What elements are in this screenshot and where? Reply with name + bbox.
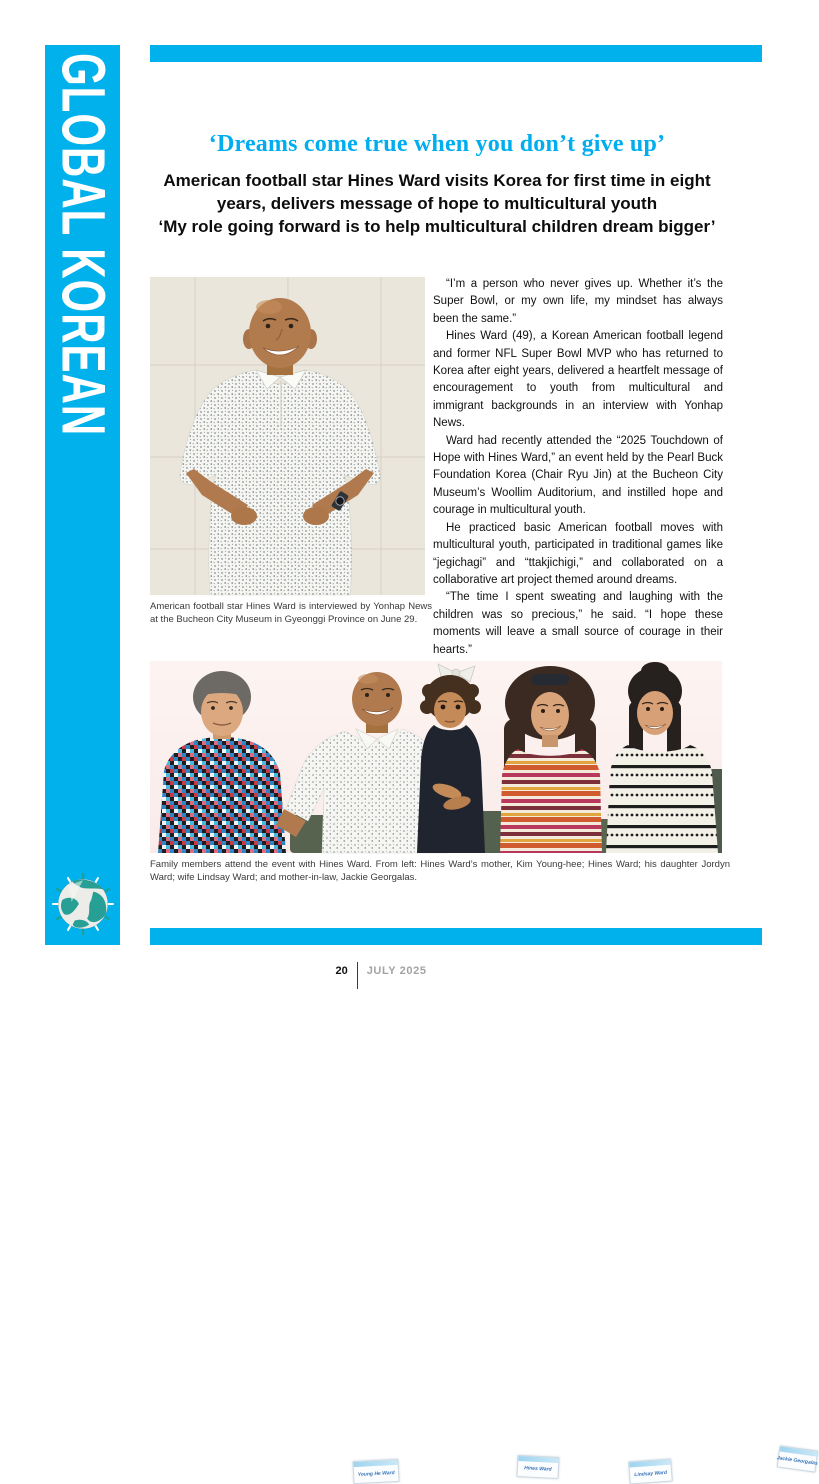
- figure-lindsay-ward: [500, 666, 602, 853]
- article-body: [433, 276, 723, 659]
- page-footer: [0, 962, 762, 989]
- section-title-vertical: GLOBAL KOREAN: [49, 53, 118, 437]
- photo2-caption: Family members attend the event with Hines Ward. From left: Hines Ward’s mother, Kim Young-hee; Hines Ward; his daughter Jordyn Ward; wife Lindsay Ward; and mother-in-law, Jackie Georgalas.: [150, 859, 730, 883]
- article-paragraph: “The time I spent sweating and laughing with the children was so precious,” he said. “I hope these moments will leave a small source of courage in their hearts.”: [433, 591, 723, 656]
- name-tag-text: Jackie Georgalas: [776, 1455, 819, 1467]
- article-subtitle-quote: ‘My role going forward is to help multicultural children dream bigger’: [158, 217, 716, 236]
- photo1-caption: American football star Hines Ward is interviewed by Yonhap News at the Bucheon City Museum in Gyeonggi Province on June 29.: [150, 601, 432, 625]
- figure-jordyn-ward: [417, 664, 485, 853]
- article-title: ‘Dreams come true when you don’t give up’: [208, 131, 666, 157]
- article-paragraph: Hines Ward (49), a Korean American football legend and former NFL Super Bowl MVP who has returned to Korea after eight years, delivered a heartfelt message of encouragement to youth from multicultural and immigrant backgrounds in an interview with Yonhap News.: [433, 330, 723, 430]
- name-tag-text: Lindsay Ward: [634, 1469, 668, 1478]
- name-tag-text: Hines Ward: [524, 1465, 552, 1473]
- name-tag-hines-2: [516, 1455, 559, 1479]
- issue-label: JULY 2025: [366, 965, 427, 977]
- footer-divider: [357, 962, 358, 989]
- headline-block: [148, 131, 726, 238]
- top-accent-bar: [150, 45, 762, 62]
- article-paragraph: Ward had recently attended the “2025 Touchdown of Hope with Hines Ward,” an event held by the Pearl Buck Foundation Korea (Chair Ryu Jin) at the Bucheon City Museum’s Woollim Auditorium, and instilled hope and courage in multicultural youth.: [433, 434, 723, 517]
- article-paragraph: “I’m a person who never gives up. Whether it’s the Super Bowl, or my own life, my mindset has always been the same.”: [433, 278, 723, 325]
- photo-hines-ward-portrait: [150, 277, 425, 595]
- page-number: 20: [335, 965, 348, 977]
- sidebar-banner: [45, 45, 120, 945]
- bottom-accent-bar: [150, 928, 762, 945]
- name-tag-jackie: [777, 1445, 819, 1472]
- name-tag-young-hee: [352, 1459, 399, 1484]
- name-tag-lindsay: [628, 1459, 672, 1484]
- article-subtitle: American football star Hines Ward visits Korea for first time in eight years, delivers message of hope to multicultural youth: [163, 171, 711, 213]
- globe-icon: [52, 873, 114, 935]
- article-paragraph: He practiced basic American football moves with multicultural youth, participated in traditional games like “jegichagi” and “ttakjichigi,” and collaborated on a collaborative art project themed around dreams.: [433, 521, 723, 586]
- name-tag-text: Young He Ward: [357, 1469, 395, 1478]
